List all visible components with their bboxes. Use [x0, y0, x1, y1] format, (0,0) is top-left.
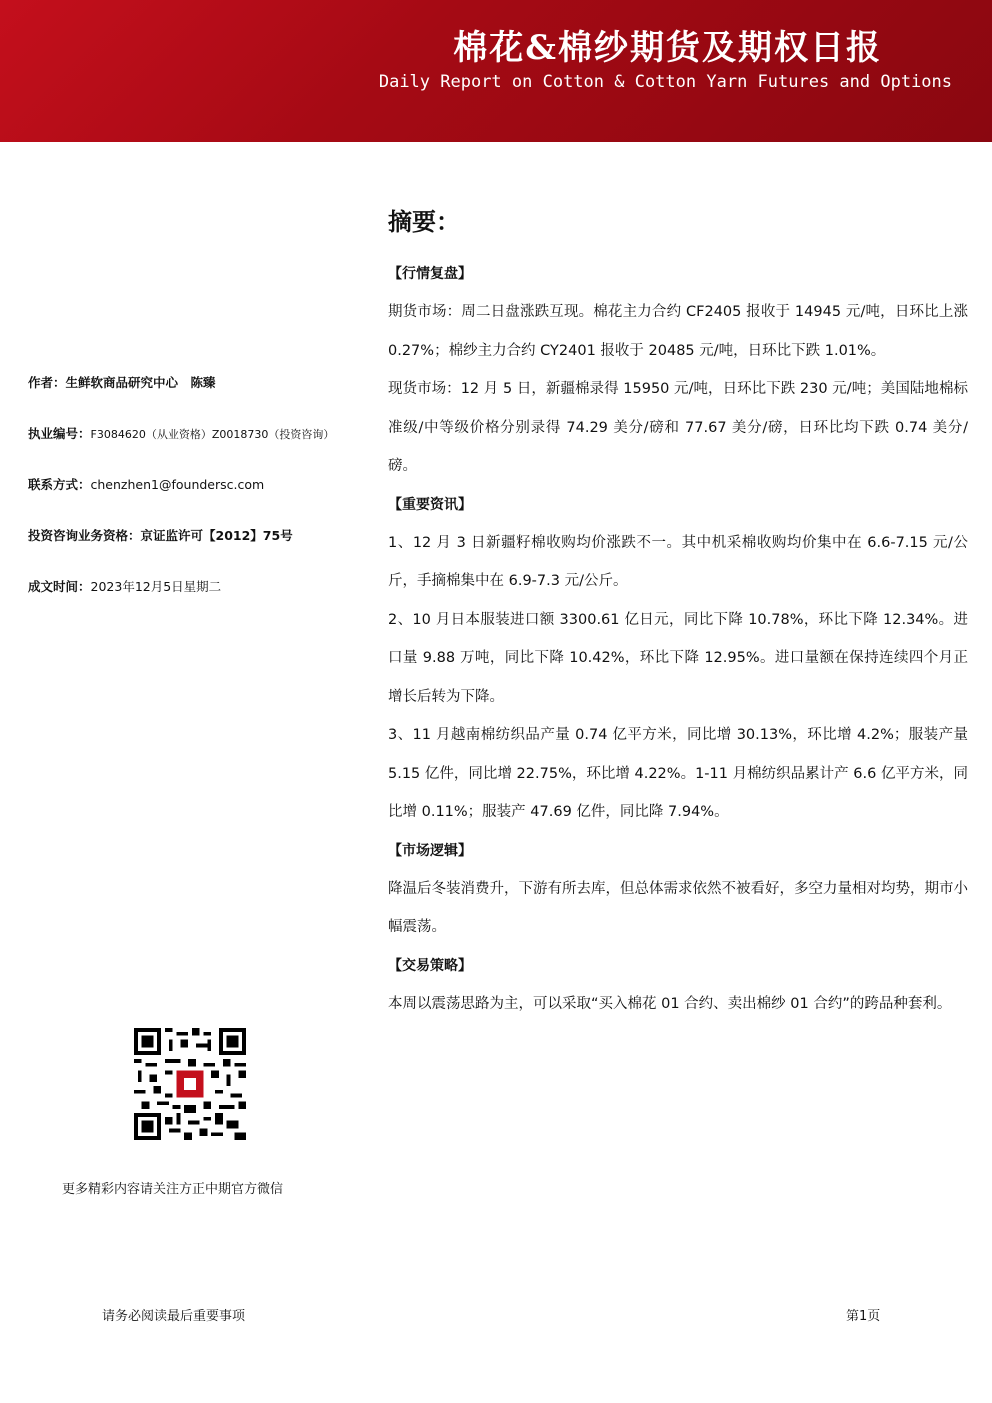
trading-strategy-heading: 【交易策略】	[388, 957, 472, 974]
report-subtitle: Daily Report on Cotton & Cotton Yarn Futures and Options	[378, 72, 952, 92]
news-item-2: 2、10 月日本服装进口额 3300.61 亿日元，同比下降 10.78%，环比下降 12.34%。进口量 9.88 万吨，同比下降 10.42%，环比下降 12.95%。进口量额在保持连续四个月正增长后转为下降。	[388, 611, 968, 705]
news-item-1: 1、12 月 3 日新疆籽棉收购均价涨跌不一。其中机采棉收购均价集中在 6.6-7.15 元/公斤，手摘棉集中在 6.9-7.3 元/公斤。	[388, 534, 968, 589]
license-value: F3084620（从业资格）Z0018730（投资咨询）	[90, 428, 335, 441]
qualification-row	[28, 525, 368, 576]
page-number: 第1页	[846, 1309, 881, 1324]
qr-caption: 更多精彩内容请关注方正中期官方微信	[62, 1182, 284, 1197]
date-row	[28, 576, 368, 627]
market-logic-heading: 【市场逻辑】	[388, 842, 472, 859]
license-label: 执业编号：	[28, 426, 91, 441]
qualification-value: 京证监许可【2012】75号	[140, 528, 293, 543]
qr-code-icon[interactable]	[134, 1028, 246, 1140]
qualification-label: 投资咨询业务资格：	[28, 528, 141, 543]
news-heading: 【重要资讯】	[388, 496, 472, 513]
author-value: 生鲜软商品研究中心 陈臻	[65, 375, 216, 390]
report-header	[0, 0, 992, 142]
summary-title: 摘要：	[388, 208, 460, 236]
report-title: 棉花&棉纱期货及期权日报	[453, 28, 882, 68]
spot-market-paragraph: 现货市场：12 月 5 日，新疆棉录得 15950 元/吨，日环比下跌 230 元/吨；美国陆地棉标准级/中等级价格分别录得 74.29 美分/磅和 77.67 美分/磅，日环比均下跌 0.74 美分/磅。	[388, 381, 968, 474]
author-label: 作者：	[28, 375, 66, 390]
futures-market-paragraph: 期货市场：周二日盘涨跌互现。棉花主力合约 CF2405 报收于 14945 元/吨，日环比上涨 0.27%；棉纱主力合约 CY2401 报收于 20485 元/吨，日环比下跌 1.01%。	[388, 304, 968, 359]
date-value: 2023年12月5日星期二	[90, 579, 222, 594]
contact-row	[28, 474, 368, 525]
trading-strategy-paragraph: 本周以震荡思路为主，可以采取“买入棉花 01 合约、卖出棉纱 01 合约”的跨品种套利。	[388, 995, 952, 1012]
license-row	[28, 423, 368, 474]
summary-column	[388, 205, 968, 1023]
market-logic-paragraph: 降温后冬装消费升，下游有所去库，但总体需求依然不被看好，多空力量相对均势，期市小幅震荡。	[388, 880, 968, 935]
contact-email[interactable]: chenzhen1@foundersc.com	[90, 477, 265, 492]
contact-label: 联系方式：	[28, 477, 91, 492]
author-info-panel	[28, 372, 368, 627]
footer-notice: 请务必阅读最后重要事项	[102, 1309, 246, 1324]
news-item-3: 3、11 月越南棉纺织品产量 0.74 亿平方米，同比增 30.13%，环比增 4.2%；服装产量 5.15 亿件，同比增 22.75%，环比增 4.22%。1-11 月棉纺织品累计产 6.6 亿平方米，同比增 0.11%；服装产 47.69 亿件，同比降 7.94%。	[388, 727, 968, 820]
market-review-heading: 【行情复盘】	[388, 266, 472, 282]
author-row	[28, 372, 368, 423]
date-label: 成文时间：	[28, 579, 91, 594]
